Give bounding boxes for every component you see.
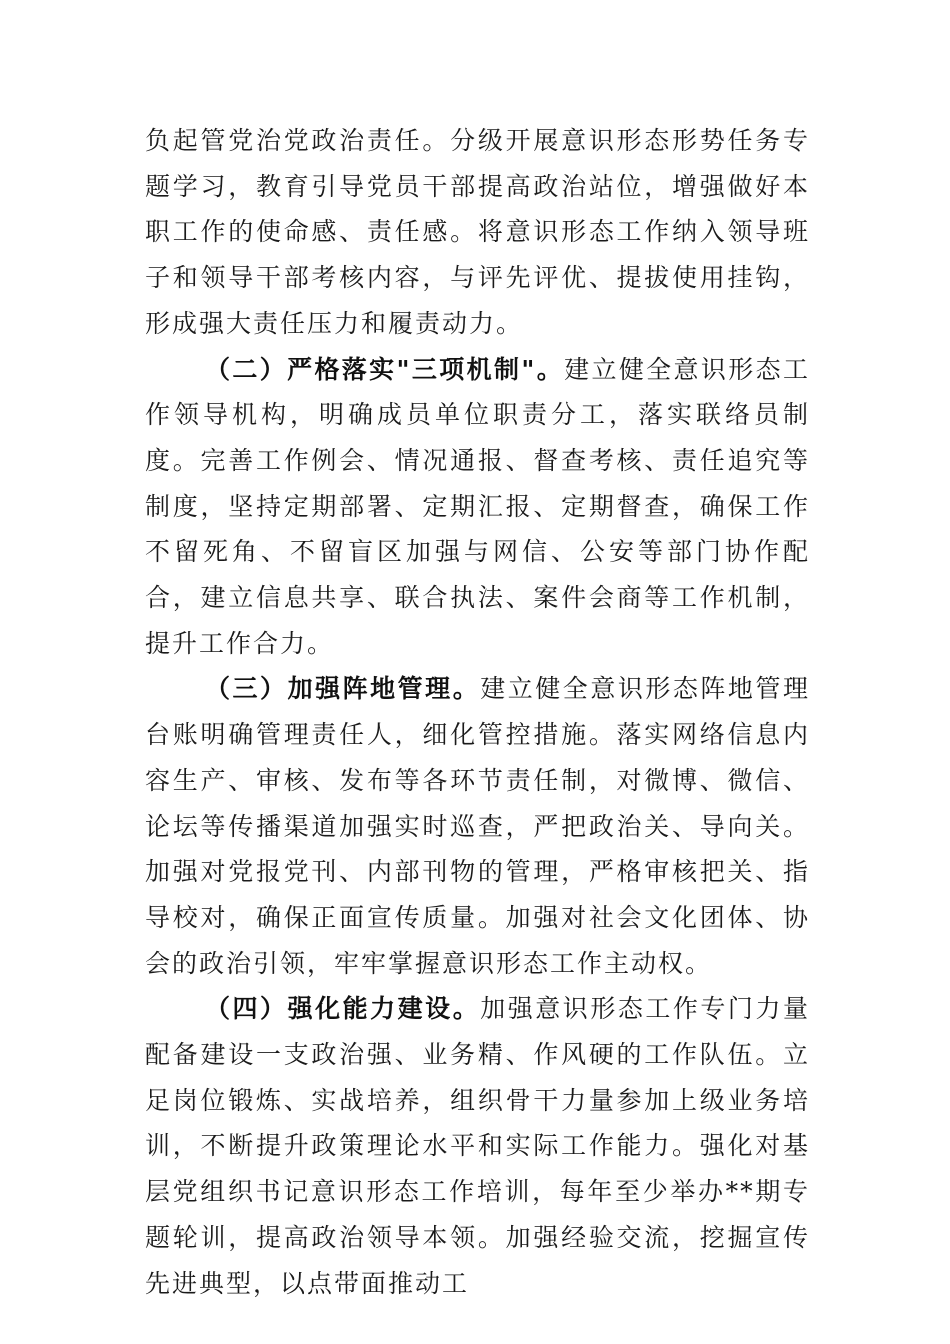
paragraph-4-text: 加强意识形态工作专门力量配备建设一支政治强、业务精、作风硬的工作队伍。立足岗位锻炼、实战培养，组织骨干力量参加上级业务培训，不断提升政策理论水平和实际工作能力。强化对基层党组织书记意识形态工作培训，每年至少举办**期专题轮训，提高政治领导本领。加强经验交流，挖掘宣传先进典型，以点带面推动工 bbox=[145, 994, 810, 1298]
paragraph-1-text: 负起管党治党政治责任。分级开展意识形态形势任务专题学习，教育引导党员干部提高政治站位，增强做好本职工作的使命感、责任感。将意识形态工作纳入领导班子和领导干部考核内容，与评先评优、提拔使用挂钩，形成强大责任压力和履责动力。 bbox=[145, 126, 810, 338]
document-body bbox=[145, 118, 810, 1306]
paragraph-3-heading: （三）加强阵地管理。 bbox=[205, 674, 481, 704]
paragraph-3 bbox=[145, 666, 810, 986]
paragraph-4-heading: （四）强化能力建设。 bbox=[205, 994, 481, 1024]
paragraph-3-text: 建立健全意识形态阵地管理台账明确管理责任人，细化管控措施。落实网络信息内容生产、审核、发布等各环节责任制，对微博、微信、论坛等传播渠道加强实时巡查，严把政治关、导向关。加强对党报党刊、内部刊物的管理，严格审核把关、指导校对，确保正面宣传质量。加强对社会文化团体、协会的政治引领，牢牢掌握意识形态工作主动权。 bbox=[145, 674, 810, 978]
paragraph-2 bbox=[145, 347, 810, 667]
paragraph-4 bbox=[145, 986, 810, 1306]
paragraph-2-heading: （二）严格落实"三项机制"。 bbox=[205, 354, 565, 384]
paragraph-1 bbox=[145, 118, 810, 347]
paragraph-2-text: 建立健全意识形态工作领导机构，明确成员单位职责分工，落实联络员制度。完善工作例会、情况通报、督查考核、责任追究等制度，坚持定期部署、定期汇报、定期督查，确保工作不留死角、不留盲区加强与网信、公安等部门协作配合，建立信息共享、联合执法、案件会商等工作机制，提升工作合力。 bbox=[145, 354, 810, 658]
